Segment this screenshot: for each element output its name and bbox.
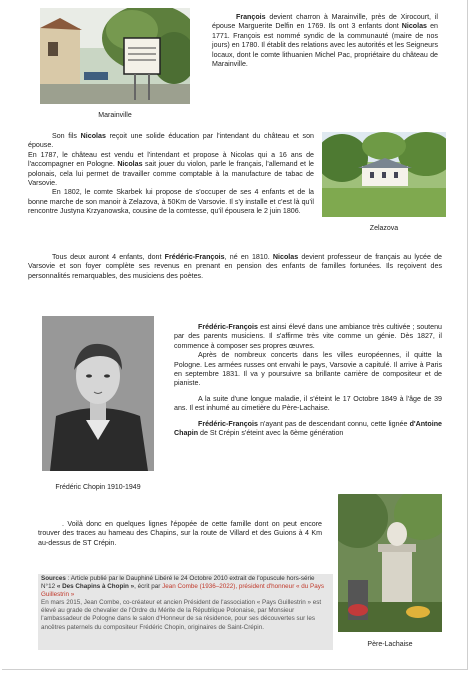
paragraph-children — [28, 253, 442, 281]
text: En 1787, le château est vendu et l'intendant et propose à Nicolas qui a 16 ans de l'accompagner en Pologne. — [28, 150, 314, 169]
sources-label: Sources — [41, 575, 66, 582]
sources-details: En mars 2015, Jean Combe, co-créateur et ancien Président de l'association « Pays Guillestrin » est élevé au grade de chevalier de l'Ordre du Mérite de la République Polonaise, par Monsieur l'ambassadeur de Pologne dans le salon d'Honneur de sa résidence, pour ses découvertes sur les ancêtres paternels du compositeur Frédéric Chopin, originaires de Saint-Crépin. — [41, 599, 322, 631]
name-nicolas: Nicolas — [401, 22, 427, 31]
caption-chopin: Frédéric Chopin 1910-1949 — [55, 484, 141, 491]
zelazova-photo — [322, 132, 446, 217]
text: En 1802, le comte Skarbek lui propose de s'occuper de ses 4 enfants et de la bonne marche de son manoir à Zelazova, à 50Km de Varsovie. Il s'y installe et c'est là qu'il rencontre Justyna Krzyanowska, cousine de la comtesse, qu'il épousera le 2 juin 1806. — [28, 188, 314, 216]
name-nicolas: Nicolas — [80, 132, 106, 140]
paragraph-francois — [212, 13, 438, 69]
paragraph-nicolas — [28, 132, 314, 217]
text: n'ayant pas de descendant connu, cette lignée — [257, 419, 410, 428]
text: , né en 1810. — [224, 253, 273, 261]
sources-box — [38, 574, 333, 650]
text: sait jouer du violon, parle le français, l'allemand et le polonais, cela lui permet de travailler comme comptable à la manufacture de tabac de Varsovie. — [28, 160, 314, 188]
caption-marainville: Marainville — [98, 112, 132, 119]
name-frederic-francois: Frédéric-François — [164, 253, 225, 261]
pere-lachaise-photo — [338, 494, 442, 632]
text: en 1771. François est nommé syndic de la communauté (maire de nos jours) en 1780. Il établit des relations avec les autorités et les Seigneurs locaux, dont le comte lithuanien Michel Pac, propriétaire du château de Marainville. — [212, 22, 438, 69]
text: , écrit par — [134, 583, 163, 591]
booklet-title: « Des Chapins à Chopin » — [56, 583, 135, 591]
text: de St Crépin s'éteint avec la 6ème génération — [198, 429, 344, 438]
name-antoine-chapin: d'Antoine Chapin — [174, 419, 442, 438]
text: devient charron à Marainville, près de Xirocourt, il épouse Marguerite Delfin en 1769. Ils ont 3 enfants dont — [212, 13, 438, 31]
paragraph-frederic — [174, 323, 442, 438]
text: reçoit une solide éducation par l'intendant du château et son épouse. — [28, 132, 314, 150]
text: devient professeur de français au lycée de Varsovie et son foyer complète ses revenus en prenant en pension des enfants de familles fortunées. Ils reçoivent des personnalités remarquables, des musiciens des poètes. — [28, 253, 442, 280]
caption-pere-lachaise: Père-Lachaise — [367, 641, 413, 648]
author-credit: Jean Combe (1936–2022), président d'honneur « du Pays Guillestrin » — [41, 583, 325, 599]
name-francois: François — [236, 13, 266, 21]
caption-zelazova: Zelazova — [369, 225, 399, 232]
name-frederic-francois: Frédéric-François — [198, 419, 258, 428]
name-nicolas: Nicolas — [117, 160, 143, 169]
name-frederic-francois: Frédéric-François — [198, 323, 258, 331]
text: Après de nombreux concerts dans les villes européennes, il quitte la Pologne. Les armées russes ont envahi le pays, Varsovie a capitulé. Il arrive à Paris en septembre 1831. Il va y poursuivre sa brillante carrière de compositeur et de pianiste. — [174, 351, 442, 388]
text: Tous deux auront 4 enfants, dont — [52, 253, 165, 261]
name-nicolas: Nicolas — [272, 253, 299, 261]
text: est ainsi élevé dans une ambiance très cultivée ; soutenu par des parents musiciens. Il s'affirme très vite comme un génie. Dès 1827, il commence à composer ses propres œuvres. — [174, 323, 442, 350]
paragraph-chapins — [38, 520, 322, 548]
text: Son fils — [52, 132, 81, 140]
text: A la suite d'une longue maladie, il s'éteint le 17 Octobre 1849 à l'âge de 39 ans. Il est inhumé au cimetière du Père-Lachaise. — [174, 394, 442, 413]
text: : Article publié par le Dauphiné Libéré le 24 Octobre 2010 extrait de l'opuscule hors-série N°12 — [41, 575, 315, 591]
document-page — [2, 0, 468, 670]
marainville-photo — [40, 8, 190, 104]
chopin-portrait — [42, 316, 154, 471]
text: . Voilà donc en quelques lignes l'épopée de cette famille dont on peut encore trouver des traces au hameau des Chapins, sur la route de Villard et des Guions à 4 Km au-dessus de ST Crépin. — [38, 520, 322, 547]
